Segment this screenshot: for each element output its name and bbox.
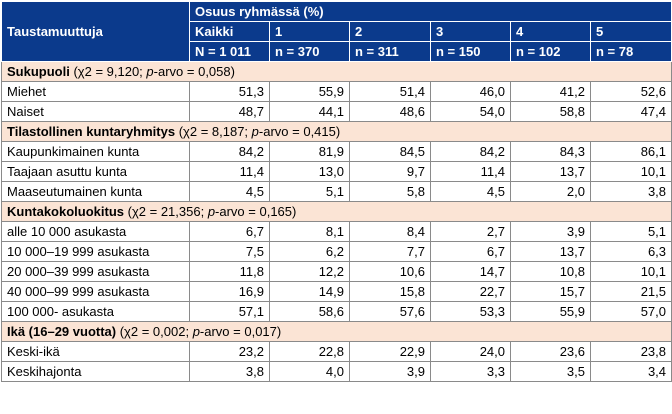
- value-cell: 3,8: [190, 362, 270, 382]
- value-cell: 57,0: [591, 302, 672, 322]
- column-n: n = 78: [591, 42, 672, 62]
- value-cell: 8,1: [270, 222, 350, 242]
- section-title: Kuntakokoluokitus: [7, 204, 125, 219]
- value-cell: 15,8: [350, 282, 431, 302]
- column-label: 3: [431, 22, 511, 42]
- table-row: [2, 362, 672, 382]
- column-label: 2: [350, 22, 431, 42]
- value-cell: 6,7: [431, 242, 511, 262]
- value-cell: 2,7: [431, 222, 511, 242]
- value-cell: 4,0: [270, 362, 350, 382]
- section-stat: -arvo = 0,165): [215, 204, 297, 219]
- value-cell: 23,8: [591, 342, 672, 362]
- value-cell: 7,7: [350, 242, 431, 262]
- table-row: [2, 242, 672, 262]
- value-cell: 84,2: [190, 142, 270, 162]
- value-cell: 16,9: [190, 282, 270, 302]
- value-cell: 48,6: [350, 102, 431, 122]
- value-cell: 14,9: [270, 282, 350, 302]
- section-stat: -arvo = 0,415): [258, 124, 341, 139]
- section-stat: (χ2 = 0,002;: [116, 324, 193, 339]
- value-cell: 9,7: [350, 162, 431, 182]
- value-cell: 53,3: [431, 302, 511, 322]
- section-header-row: [2, 62, 672, 82]
- value-cell: 58,6: [270, 302, 350, 322]
- table-body: [2, 62, 672, 382]
- table-row: [2, 82, 672, 102]
- section-header-row: [2, 322, 672, 342]
- value-cell: 5,1: [270, 182, 350, 202]
- section-header-row: [2, 202, 672, 222]
- table-row: [2, 282, 672, 302]
- value-cell: 11,8: [190, 262, 270, 282]
- table-row: [2, 222, 672, 242]
- value-cell: 10,1: [591, 262, 672, 282]
- section-title-cell: [2, 62, 672, 82]
- column-label: 4: [511, 22, 591, 42]
- value-cell: 84,5: [350, 142, 431, 162]
- value-cell: 13,7: [511, 242, 591, 262]
- section-stat: -arvo = 0,017): [199, 324, 282, 339]
- value-cell: 3,8: [591, 182, 672, 202]
- value-cell: 55,9: [511, 302, 591, 322]
- value-cell: 10,6: [350, 262, 431, 282]
- column-n: n = 150: [431, 42, 511, 62]
- value-cell: 3,5: [511, 362, 591, 382]
- value-cell: 23,2: [190, 342, 270, 362]
- value-cell: 3,3: [431, 362, 511, 382]
- value-cell: 10,8: [511, 262, 591, 282]
- column-n: n = 370: [270, 42, 350, 62]
- group-title: Osuus ryhmässä (%): [190, 2, 672, 22]
- value-cell: 57,1: [190, 302, 270, 322]
- value-cell: 6,2: [270, 242, 350, 262]
- value-cell: 24,0: [431, 342, 511, 362]
- section-stat: (χ2 = 8,187;: [175, 124, 252, 139]
- value-cell: 44,1: [270, 102, 350, 122]
- value-cell: 22,7: [431, 282, 511, 302]
- value-cell: 5,8: [350, 182, 431, 202]
- column-n: n = 311: [350, 42, 431, 62]
- value-cell: 3,4: [591, 362, 672, 382]
- section-title-cell: [2, 322, 672, 342]
- value-cell: 46,0: [431, 82, 511, 102]
- column-label: Kaikki: [190, 22, 270, 42]
- value-cell: 41,2: [511, 82, 591, 102]
- row-label: Keskihajonta: [2, 362, 190, 382]
- table-row: [2, 162, 672, 182]
- value-cell: 86,1: [591, 142, 672, 162]
- value-cell: 21,5: [591, 282, 672, 302]
- value-cell: 57,6: [350, 302, 431, 322]
- table-row: [2, 142, 672, 162]
- section-p-label: p: [146, 64, 154, 79]
- value-cell: 14,7: [431, 262, 511, 282]
- value-cell: 48,7: [190, 102, 270, 122]
- row-label: Kaupunkimainen kunta: [2, 142, 190, 162]
- row-label: Naiset: [2, 102, 190, 122]
- row-label: 20 000–39 999 asukasta: [2, 262, 190, 282]
- value-cell: 5,1: [591, 222, 672, 242]
- row-label: 100 000- asukasta: [2, 302, 190, 322]
- section-p-label: p: [192, 324, 200, 339]
- row-label: Taajaan asuttu kunta: [2, 162, 190, 182]
- section-title: Sukupuoli: [7, 64, 70, 79]
- table-header: [2, 2, 672, 62]
- section-stat: -arvo = 0,058): [153, 64, 235, 79]
- value-cell: 51,4: [350, 82, 431, 102]
- row-label: 10 000–19 999 asukasta: [2, 242, 190, 262]
- column-label: 1: [270, 22, 350, 42]
- row-label: 40 000–99 999 asukasta: [2, 282, 190, 302]
- value-cell: 13,7: [511, 162, 591, 182]
- row-label: Maaseutumainen kunta: [2, 182, 190, 202]
- section-title-cell: [2, 202, 672, 222]
- value-cell: 51,3: [190, 82, 270, 102]
- table-row: [2, 262, 672, 282]
- value-cell: 22,9: [350, 342, 431, 362]
- value-cell: 47,4: [591, 102, 672, 122]
- column-n: n = 102: [511, 42, 591, 62]
- section-stat: (χ2 = 21,356;: [124, 204, 208, 219]
- value-cell: 55,9: [270, 82, 350, 102]
- value-cell: 3,9: [511, 222, 591, 242]
- section-title-cell: [2, 122, 672, 142]
- value-cell: 11,4: [431, 162, 511, 182]
- row-header: Taustamuuttuja: [2, 2, 190, 62]
- value-cell: 81,9: [270, 142, 350, 162]
- value-cell: 22,8: [270, 342, 350, 362]
- value-cell: 7,5: [190, 242, 270, 262]
- value-cell: 15,7: [511, 282, 591, 302]
- value-cell: 3,9: [350, 362, 431, 382]
- section-title: Tilastollinen kuntaryhmitys: [7, 124, 176, 139]
- column-n: N = 1 011: [190, 42, 270, 62]
- table-row: [2, 342, 672, 362]
- row-label: Keski-ikä: [2, 342, 190, 362]
- row-label: alle 10 000 asukasta: [2, 222, 190, 242]
- value-cell: 13,0: [270, 162, 350, 182]
- data-table: [1, 1, 672, 382]
- table-row: [2, 302, 672, 322]
- section-p-label: p: [251, 124, 259, 139]
- value-cell: 6,3: [591, 242, 672, 262]
- value-cell: 54,0: [431, 102, 511, 122]
- section-stat: (χ2 = 9,120;: [69, 64, 147, 79]
- value-cell: 84,3: [511, 142, 591, 162]
- value-cell: 4,5: [190, 182, 270, 202]
- value-cell: 52,6: [591, 82, 672, 102]
- value-cell: 12,2: [270, 262, 350, 282]
- row-label: Miehet: [2, 82, 190, 102]
- value-cell: 23,6: [511, 342, 591, 362]
- value-cell: 10,1: [591, 162, 672, 182]
- table-row: [2, 182, 672, 202]
- column-label: 5: [591, 22, 672, 42]
- section-title: Ikä (16–29 vuotta): [7, 324, 117, 339]
- value-cell: 58,8: [511, 102, 591, 122]
- section-p-label: p: [207, 204, 216, 219]
- value-cell: 6,7: [190, 222, 270, 242]
- value-cell: 2,0: [511, 182, 591, 202]
- value-cell: 84,2: [431, 142, 511, 162]
- value-cell: 8,4: [350, 222, 431, 242]
- value-cell: 11,4: [190, 162, 270, 182]
- section-header-row: [2, 122, 672, 142]
- value-cell: 4,5: [431, 182, 511, 202]
- table-row: [2, 102, 672, 122]
